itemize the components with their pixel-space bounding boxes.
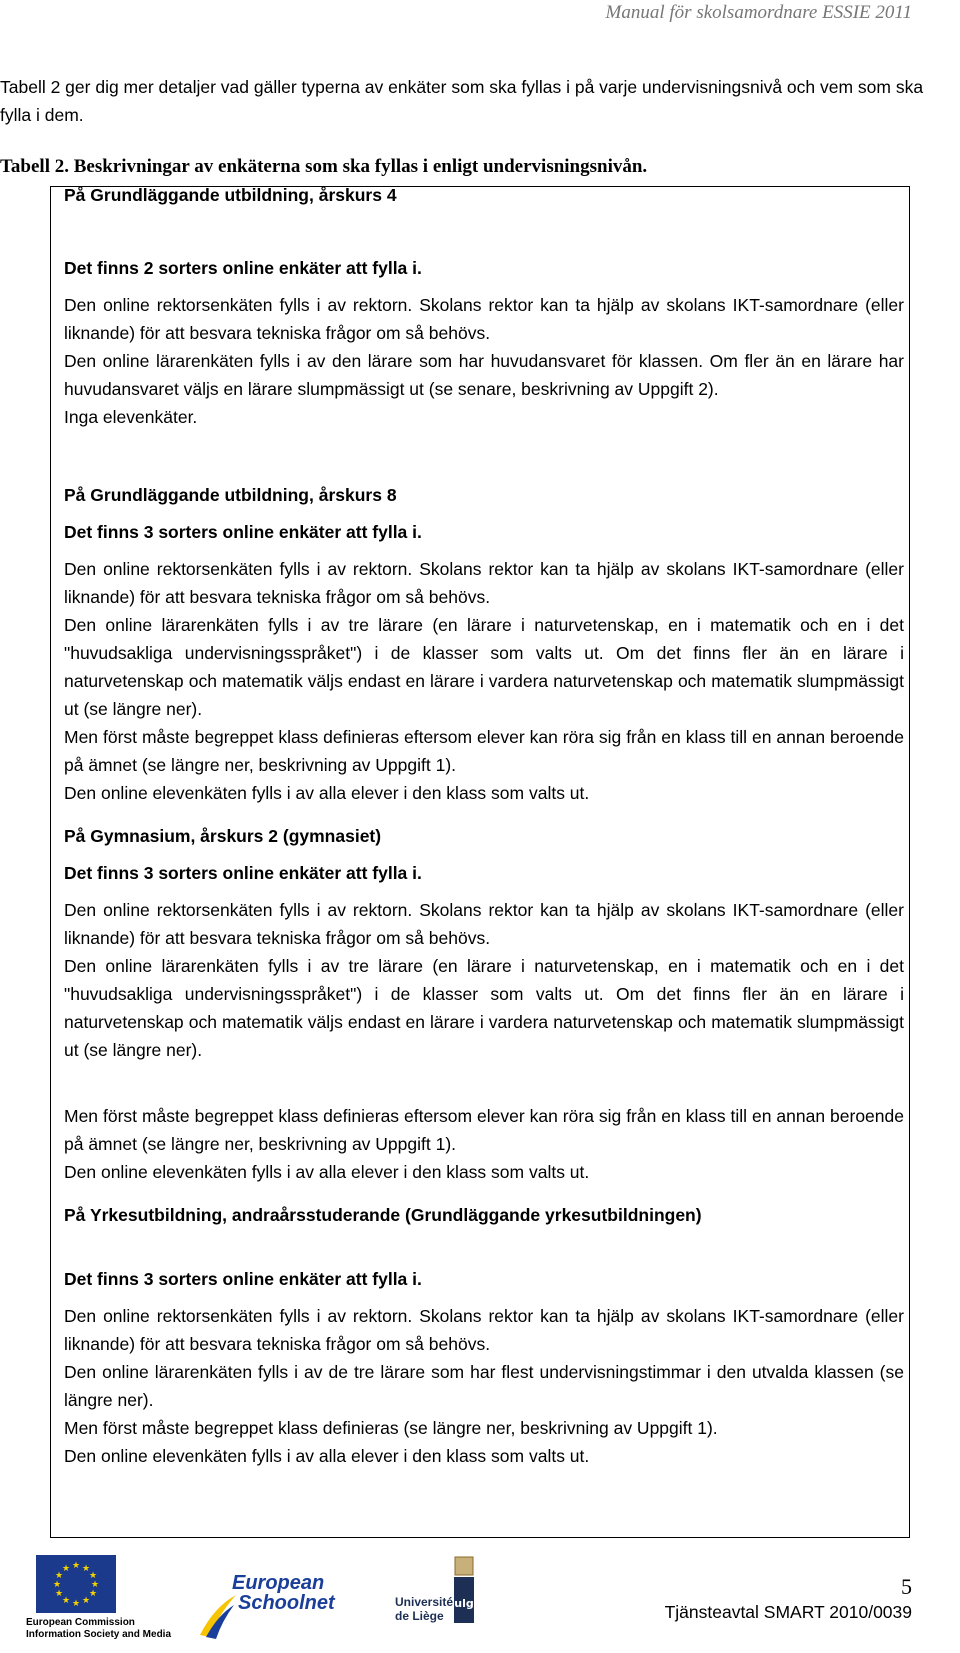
teacher-text: Den online lärarenkäten fylls i av tre lärare (en lärare i naturvetenskap, en i matematik och en i det "huvudsakliga undervisningsspråket") i de klasser som valts ut. Om det finns fler än en lärare i naturvetenskap och matematik väljs endast en lärare i vardera naturvetenskap och matematik slumpmässigt ut (se längre ner). (64, 615, 904, 719)
eu-flag-icon (36, 1555, 116, 1613)
ulg-emblem-icon (453, 1555, 475, 1625)
survey-count: Det finns 2 sorters online enkäter att fylla i. (64, 258, 422, 278)
svg-text:★: ★ (54, 1571, 64, 1581)
section-grade4 (64, 181, 904, 431)
class-definition-text: Men först måste begreppet klass definieras (se längre ner, beskrivning av Uppgift 1). (64, 1418, 718, 1438)
teacher-text: Den online lärarenkäten fylls i av de tre lärare som har flest undervisningstimmar i den utvalda klassen (se längre ner). (64, 1362, 904, 1410)
student-text: Den online elevenkäten fylls i av alla elever i den klass som valts ut. (64, 1162, 590, 1182)
section-heading: På Gymnasium, årskurs 2 (gymnasiet) (64, 826, 382, 846)
ulg-caption: Université de Liège (395, 1595, 454, 1623)
svg-text:★: ★ (90, 1580, 100, 1590)
svg-text:★: ★ (81, 1596, 91, 1606)
survey-count: Det finns 3 sorters online enkäter att fylla i. (64, 522, 422, 542)
svg-text:★: ★ (88, 1571, 98, 1581)
principal-text: Den online rektorsenkäten fylls i av rektorn. Skolans rektor kan ta hjälp av skolans IKT-samordnare (eller liknande) för att besvara tekniska frågor om så behövs. (64, 900, 904, 948)
intro-paragraph: Tabell 2 ger dig mer detaljer vad gäller typerna av enkäter som ska fyllas i på varje undervisningsnivå och vem som ska fylla i dem. (0, 77, 924, 125)
ulg-mark: ulg (454, 1597, 474, 1610)
class-definition-text: Men först måste begreppet klass definieras eftersom elever kan röra sig från en klass till en annan beroende på ämnet (se längre ner, beskrivning av Uppgift 1). (64, 1106, 904, 1154)
section-gymnasium (64, 822, 904, 1186)
principal-text: Den online rektorsenkäten fylls i av rektorn. Skolans rektor kan ta hjälp av skolans IKT-samordnare (eller liknande) för att besvara tekniska frågor om så behövs. (64, 1306, 904, 1354)
section-heading: På Yrkesutbildning, andraårsstuderande (Grundläggande yrkesutbildningen) (64, 1205, 702, 1225)
section-vocational (64, 1201, 904, 1470)
svg-text:★: ★ (52, 1580, 62, 1590)
page-number: 5 (901, 1574, 912, 1599)
svg-text:★: ★ (61, 1564, 71, 1574)
svg-text:★: ★ (71, 1561, 81, 1571)
survey-count: Det finns 3 sorters online enkäter att fylla i. (64, 863, 422, 883)
european-schoolnet-logo (210, 1573, 350, 1643)
ec-caption: European Commission Information Society and Media (26, 1617, 172, 1640)
section-heading: På Grundläggande utbildning, årskurs 4 (64, 185, 397, 205)
student-text: Den online elevenkäten fylls i av alla elever i den klass som valts ut. (64, 1446, 590, 1466)
student-text: Den online elevenkäten fylls i av alla elever i den klass som valts ut. (64, 783, 590, 803)
running-header: Manual för skolsamordnare ESSIE 2011 (605, 2, 912, 23)
universite-de-liege-logo (395, 1555, 505, 1653)
extra-text: Inga elevenkäter. (64, 407, 198, 427)
teacher-text: Den online lärarenkäten fylls i av den lärare som har huvudansvaret för klassen. Om fler än en lärare har huvudansvaret väljs en lärare slumpmässigt ut (se senare, beskrivning av Uppgift 2). (64, 351, 904, 399)
section-heading: På Grundläggande utbildning, årskurs 8 (64, 485, 397, 505)
svg-text:★: ★ (54, 1589, 64, 1599)
svg-text:★: ★ (61, 1596, 71, 1606)
european-commission-logo (26, 1555, 172, 1653)
contract-reference: Tjänsteavtal SMART 2010/0039 (664, 1602, 912, 1622)
svg-text:★: ★ (81, 1564, 91, 1574)
table-box (50, 186, 910, 1538)
survey-count: Det finns 3 sorters online enkäter att fylla i. (64, 1269, 422, 1289)
schoolnet-wordmark: European Schoolnet (232, 1572, 335, 1614)
table-caption: Tabell 2. Beskrivningar av enkäterna som ska fyllas i enligt undervisningsnivån. (0, 156, 648, 177)
principal-text: Den online rektorsenkäten fylls i av rektorn. Skolans rektor kan ta hjälp av skolans IKT-samordnare (eller liknande) för att besvara tekniska frågor om så behövs. (64, 295, 904, 343)
class-definition-text: Men först måste begreppet klass definieras eftersom elever kan röra sig från en klass till en annan beroende på ämnet (se längre ner, beskrivning av Uppgift 1). (64, 727, 904, 775)
principal-text: Den online rektorsenkäten fylls i av rektorn. Skolans rektor kan ta hjälp av skolans IKT-samordnare (eller liknande) för att besvara tekniska frågor om så behövs. (64, 559, 904, 607)
teacher-text: Den online lärarenkäten fylls i av tre lärare (en lärare i naturvetenskap, en i matematik och en i det "huvudsakliga undervisningsspråket") i de klasser som valts ut. Om det finns fler än en lärare i naturvetenskap och matematik väljs endast en lärare i vardera naturvetenskap och matematik slumpmässigt ut (se längre ner). (64, 956, 904, 1060)
svg-text:★: ★ (88, 1589, 98, 1599)
section-grade8 (64, 481, 904, 807)
svg-text:★: ★ (71, 1599, 81, 1609)
